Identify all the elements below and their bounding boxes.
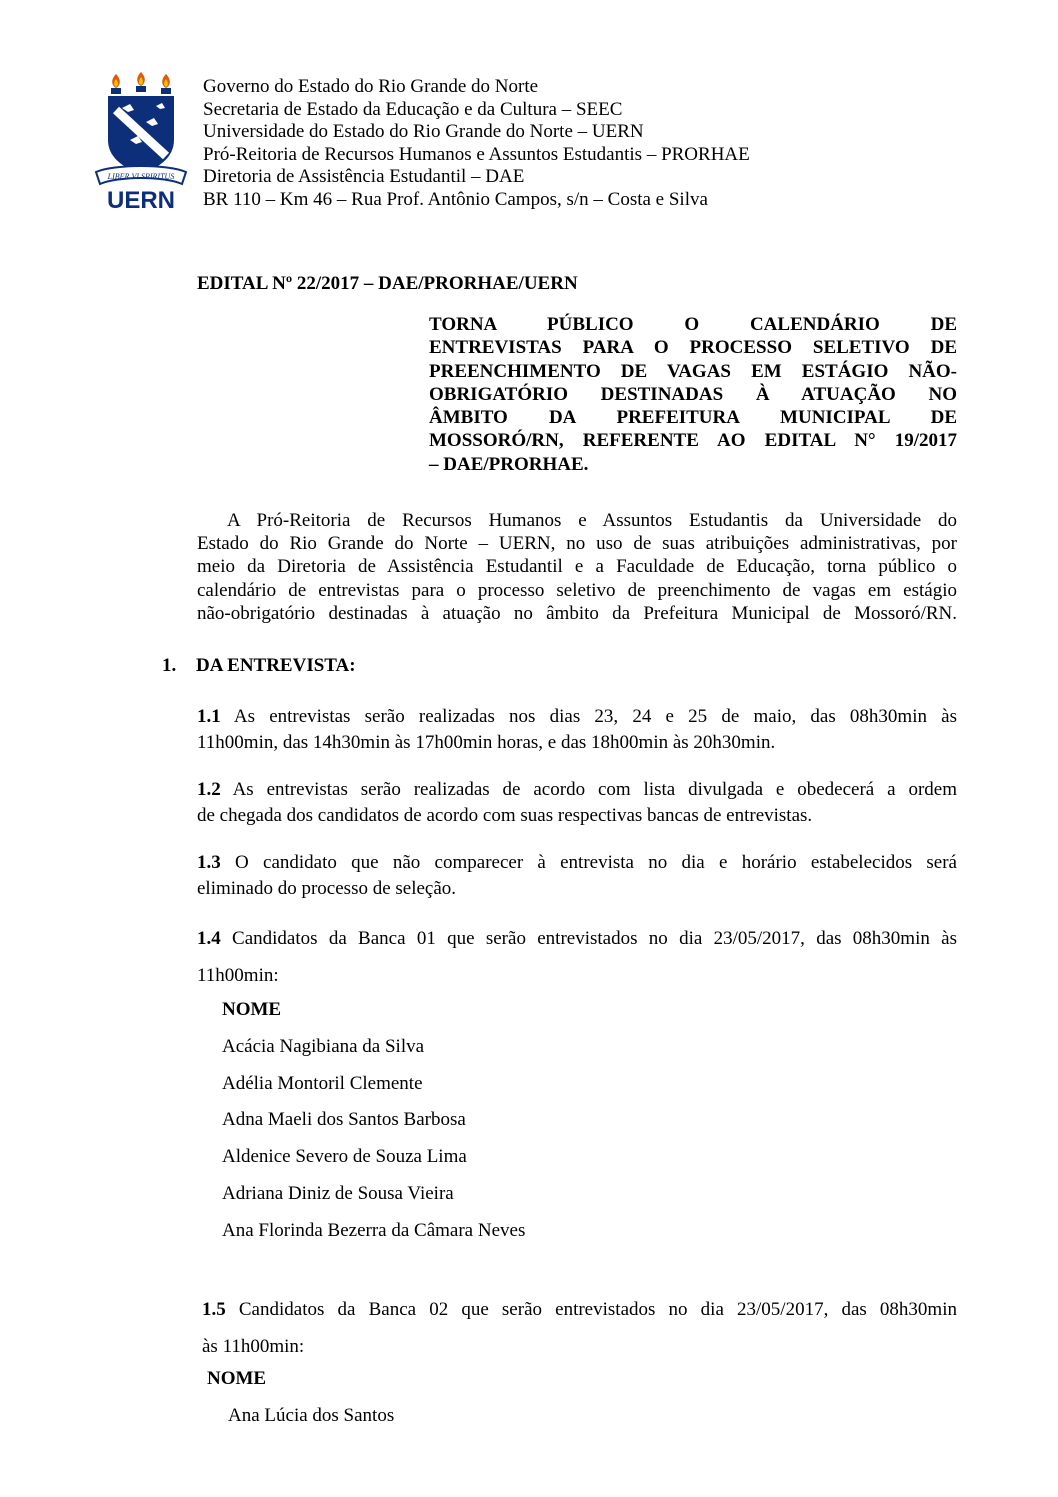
ementa [429,313,957,476]
ementa-line: TORNA PÚBLICO O CALENDÁRIO DE [429,314,957,335]
torch-icon [161,74,171,94]
ementa-line: – DAE/PRORHAE. [429,453,589,475]
letterhead-line: Secretaria de Estado da Educação e da Cultura – SEEC [203,98,623,120]
paragraph-number: 1.1 [197,706,221,727]
ementa-line: ENTREVISTAS PARA O PROCESSO SELETIVO DE [429,337,957,359]
uern-logo [94,70,188,212]
letterhead-line: Universidade do Estado do Rio Grande do Norte – UERN [203,121,644,143]
list-item: Acácia Nagibiana da Silva [222,1035,425,1057]
letterhead-line: Diretoria de Assistência Estudantil – DAE [203,166,525,188]
intro-line: meio da Diretoria de Assistência Estudantil e a Faculdade de Educação, torna público o [197,556,957,578]
paragraph-1-5 [202,1291,957,1365]
banca-02-list [207,1368,394,1442]
paragraph-text: às 11h00min: [202,1336,305,1357]
paragraph-1-1 [197,704,957,755]
ementa-line: OBRIGATÓRIO DESTINADAS À ATUAÇÃO NO [429,383,957,405]
list-item: Adriana Diniz de Sousa Vieira [222,1182,454,1204]
paragraph-text: O candidato que não comparecer à entrevista no dia e horário estabelecidos será [220,852,957,873]
svg-text:UERN: UERN [106,187,176,212]
list-item: Ana Florinda Bezerra da Câmara Neves [222,1219,526,1241]
section-title: DA ENTREVISTA: [196,655,356,676]
intro-line: não-obrigatório destinadas à atuação no âmbito da Prefeitura Municipal de Mossoró/RN. [197,602,957,624]
paragraph-text: 11h00min, das 14h30min às 17h00min horas, e das 18h00min às 20h30min. [197,731,776,753]
paragraph-1-3 [197,850,957,901]
intro-line: calendário de entrevistas para o processo seletivo de preenchimento de vagas em estágio [197,579,957,601]
letterhead-line: Pró-Reitoria de Recursos Humanos e Assuntos Estudantis – PRORHAE [203,143,750,165]
list-header: NOME [207,1368,267,1389]
torch-icon [136,72,146,92]
paragraph-1-4 [197,920,957,994]
paragraph-number: 1.2 [197,779,221,800]
banca-01-list [222,999,525,1257]
paragraph-text: As entrevistas serão realizadas de acordo com lista divulgada e obedecerá a ordem [220,779,957,800]
ementa-line: ÂMBITO DA PREFEITURA MUNICIPAL DE [429,407,957,429]
paragraph-text: Candidatos da Banca 02 que serão entrevistados no dia 23/05/2017, das 08h30min [225,1299,957,1320]
ementa-line: PREENCHIMENTO DE VAGAS EM ESTÁGIO NÃO- [429,360,957,382]
list-item: Aldenice Severo de Souza Lima [222,1146,467,1168]
paragraph-text: As entrevistas serão realizadas nos dias 23, 24 e 25 de maio, das 08h30min às [220,706,957,727]
paragraph-number: 1.5 [202,1299,226,1320]
paragraph-text: Candidatos da Banca 01 que serão entrevistados no dia 23/05/2017, das 08h30min às [220,928,957,949]
letterhead-line: BR 110 – Km 46 – Rua Prof. Antônio Campos, s/n – Costa e Silva [203,188,708,210]
paragraph-text: eliminado do processo de seleção. [197,877,457,899]
section-heading [162,655,356,677]
list-header: NOME [222,999,282,1020]
letterhead-line: Governo do Estado do Rio Grande do Norte [203,76,539,97]
paragraph-text: 11h00min: [197,965,279,986]
list-item: Ana Lúcia dos Santos [228,1404,395,1426]
svg-text:LIBER VI SPIRITUS: LIBER VI SPIRITUS [107,172,175,181]
intro-paragraph [197,509,957,625]
letterhead [203,76,750,212]
paragraph-number: 1.4 [197,928,221,949]
paragraph-1-2 [197,777,957,828]
torch-icon [111,74,121,94]
edital-title: EDITAL Nº 22/2017 – DAE/PRORHAE/UERN [197,273,578,294]
paragraph-text: de chegada dos candidatos de acordo com suas respectivas bancas de entrevistas. [197,804,813,826]
ementa-line: MOSSORÓ/RN, REFERENTE AO EDITAL N° 19/2017 [429,430,957,452]
list-item: Adna Maeli dos Santos Barbosa [222,1109,466,1131]
paragraph-number: 1.3 [197,852,221,873]
section-number: 1. [162,655,177,676]
intro-line: Estado do Rio Grande do Norte – UERN, no uso de suas atribuições administrativas, por [197,533,957,555]
list-item: Adélia Montoril Clemente [222,1072,423,1094]
intro-line: A Pró-Reitoria de Recursos Humanos e Assuntos Estudantis da Universidade do [227,510,957,531]
